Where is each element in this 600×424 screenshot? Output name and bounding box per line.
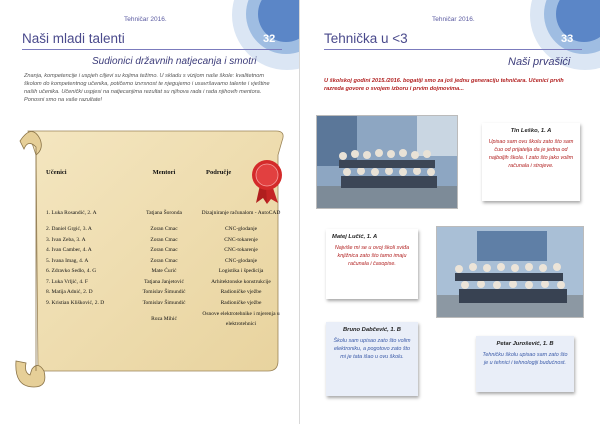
table-row <box>46 266 286 277</box>
student-name: Petar Jurošević, 1. B <box>496 341 554 347</box>
page-title: Tehnička u <3 <box>324 31 408 46</box>
cell-student: 8. Matija Adnić, 2. D <box>46 289 93 296</box>
cell-field: CNC-glodanje <box>224 257 258 264</box>
title-rule <box>324 49 582 50</box>
cell-student: 2. Daniel Grgić, 3. A <box>46 226 92 233</box>
cell-student: 6. Zdravko Sedlo, 4. G <box>46 268 97 275</box>
running-head: Tehničar 2016. <box>124 16 167 23</box>
header-field: Područje <box>206 169 232 176</box>
cell-field: Dizajniranje računalom - AutoCAD <box>201 210 281 216</box>
right-page <box>300 0 600 424</box>
cell-field: CNC-glodanje <box>224 226 258 233</box>
title-rule <box>22 49 282 50</box>
cell-mentor: Tomislav Šimundić <box>142 299 186 306</box>
cell-student: 5. Ivana Imag, 4. A <box>46 257 89 264</box>
class-photo-1b <box>436 226 584 318</box>
student-quote: Najviše mi se u ovoj školi sviđa knjižnica zato što tamo imaju računala i časopise. <box>334 245 410 267</box>
student-name: Matej Lučić, 1. A <box>332 234 378 240</box>
intro-paragraph: U školskoj godini 2015./2016. bogatiji smo za još jednu generaciju tehničara. Učenici prvih razreda govore o svojem izboru i prvim dojmovima... <box>324 78 564 92</box>
table-row <box>46 298 286 309</box>
cell-mentor: Zoran Cmac <box>150 226 178 233</box>
cell-field: Radioničke vježbe <box>220 299 262 306</box>
running-head: Tehničar 2016. <box>432 16 475 23</box>
group-photo-icon <box>437 227 584 318</box>
page-number: 33 <box>561 33 574 45</box>
table-row <box>46 235 286 246</box>
competition-table <box>46 169 286 330</box>
cell-student: 4. Ivan Camber, 4. A <box>46 247 92 254</box>
student-name: Tin Leško, 1. A <box>510 128 552 134</box>
cell-mentor: Zoran Cmac <box>150 247 178 254</box>
table-header <box>46 169 286 176</box>
header-mentors: Mentori <box>152 169 176 176</box>
table-row <box>46 245 286 256</box>
page-title: Naši mladi talenti <box>22 31 125 46</box>
cell-mentor: Roza Mihić <box>151 316 177 322</box>
table-row <box>46 277 286 288</box>
group-photo-icon <box>317 116 458 209</box>
header-students: Učenici <box>46 169 67 176</box>
cell-field: Arhitektonske konstrukcije <box>211 278 271 285</box>
parchment-scroll <box>14 125 286 395</box>
cell-student: 9. Kristian Klišković, 2. D <box>46 299 105 306</box>
student-card <box>476 336 574 392</box>
intro-paragraph: Znanja, kompetencije i uspjeh ciljevi su kojima težimo. U skladu s vizijom naše škole: kvalitetnom školom do kompetentnog učenika, potičemo izvrsnost te njegujemo i usavršavamo talente i vještine naših učenika. Učenički uspjesi na natjecanjima rezultat su njihova rada i rada njihovih mentora. Ponosni smo na vaše razultate! <box>24 73 270 103</box>
page-number: 32 <box>263 33 276 45</box>
student-quote: Tehničku školu upisao sam zato što je u tehnici i tehnologiji budućnost. <box>482 352 568 366</box>
cell-mentor: Mate Ćurić <box>151 268 177 275</box>
section-subtitle: Sudionici državnih natjecanja i smotri <box>92 56 257 67</box>
cell-mentor: Zoran Cmac <box>150 257 178 264</box>
student-card <box>482 123 580 201</box>
table-row <box>46 224 286 235</box>
cell-mentor: Tomislav Šimundić <box>142 289 186 296</box>
student-quote: Upisao sam ovu školu zato što sam čuo od prijatelja da je jedna od najboljih škola. I zato što jako volim računala i strojeve. <box>488 139 574 169</box>
cell-mentor: Zoran Cmac <box>150 236 178 243</box>
cell-student: 1. Luka Rosandić, 2. A <box>46 210 97 216</box>
cell-student: 3. Ivan Zeba, 3. A <box>46 236 86 243</box>
table-row <box>46 202 286 224</box>
cell-student: 7. Luka Vrljić, 4. F <box>46 278 88 285</box>
cell-field: Radioničke vježbe <box>220 289 262 296</box>
cell-field: Osnove elektrotehnike i mjerenja u elektrotehnici <box>202 311 280 327</box>
section-subtitle: Naši prvašići <box>508 56 571 68</box>
cell-field: Logistika i špedicija <box>218 268 264 275</box>
table-row <box>46 308 286 330</box>
table-row <box>46 287 286 298</box>
cell-field: CNC-tokarenje <box>224 236 258 243</box>
student-card <box>326 229 418 299</box>
cell-mentor: Tatjana Janjetović <box>144 278 184 285</box>
class-photo-1a <box>316 115 458 209</box>
student-card <box>326 322 418 396</box>
cell-field: CNC-tokarenje <box>224 247 258 254</box>
table-row <box>46 256 286 267</box>
student-name: Bruno Dabčević, 1. B <box>343 327 401 333</box>
cell-mentor: Tatjana Šoronda <box>146 210 182 216</box>
student-quote: Školu sam upisao zato što volim elektroniku, a pogotovo zato što mi je tata išao u ovu školu. <box>333 338 411 360</box>
